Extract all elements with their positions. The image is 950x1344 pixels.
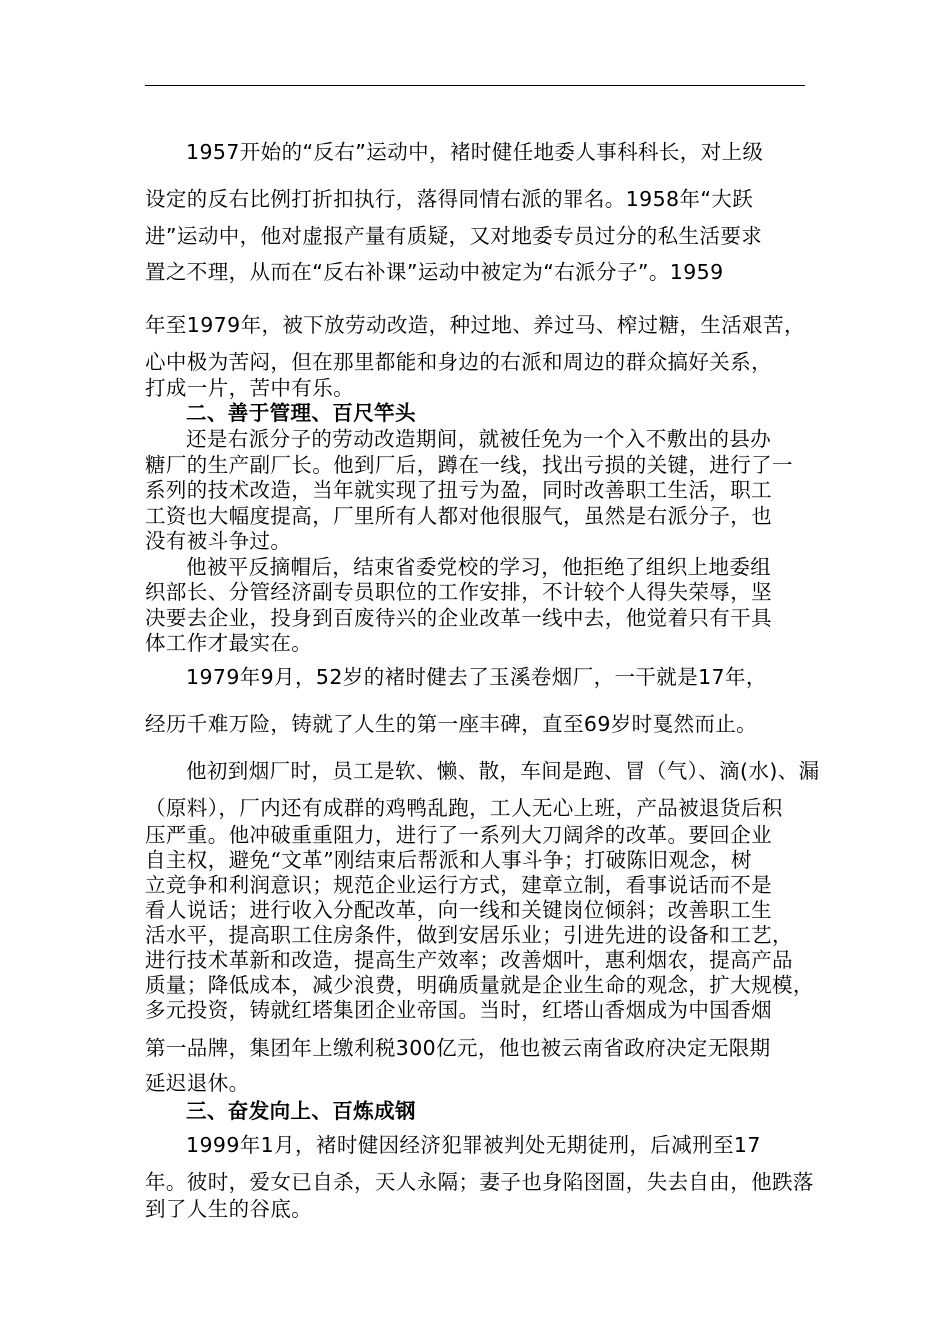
text-line: 立竞争和利润意识；规范企业运行方式，建章立制，看事说话而不是 — [145, 873, 772, 897]
text-line: 置之不理，从而在“反右补课”运动中被定为“右派分子”。1959 — [145, 260, 724, 284]
text-line: 进”运动中，他对虚报产量有质疑，又对地委专员过分的私生活要求 — [145, 224, 763, 248]
text-line: 质量；降低成本，减少浪费，明确质量就是企业生命的观念，扩大规模， — [145, 973, 814, 997]
text-line: 延迟退休。 — [145, 1071, 250, 1095]
text-line: 1999年1月，褚时健因经济犯罪被判处无期徒刑，后减刑至17 — [186, 1133, 761, 1157]
text-line: 第一品牌，集团年上缴利税300亿元，他也被云南省政府决定无限期 — [145, 1036, 771, 1060]
text-line: 系列的技术改造，当年就实现了扭亏为盈，同时改善职工生活，职工 — [145, 478, 772, 502]
text-line: 经历千难万险，铸就了人生的第一座丰碑，直至69岁时戛然而止。 — [145, 712, 758, 736]
text-line: 织部长、分管经济副专员职位的工作安排，不计较个人得失荣辱，坚 — [145, 580, 772, 604]
text-line: 到了人生的谷底。 — [145, 1197, 313, 1221]
text-line: 压严重。他冲破重重阻力，进行了一系列大刀阔斧的改革。要回企业 — [145, 823, 772, 847]
text-line: 自主权，避免“文革”刚结束后帮派和人事斗争；打破陈旧观念，树 — [145, 848, 752, 872]
section-heading: 三、奋发向上、百炼成钢 — [186, 1099, 416, 1123]
text-line: 还是右派分子的劳动改造期间，就被任免为一个入不敷出的县办 — [186, 427, 772, 451]
text-line: 糖厂的生产副厂长。他到厂后，蹲在一线，找出亏损的关键，进行了一 — [145, 453, 793, 477]
text-line: 看人说话；进行收入分配改革，向一线和关键岗位倾斜；改善职工生 — [145, 898, 772, 922]
section-heading: 二、善于管理、百尺竿头 — [186, 401, 416, 425]
text-line: 打成一片，苦中有乐。 — [145, 376, 354, 400]
text-line: 1957开始的“反右”运动中，褚时健任地委人事科科长，对上级 — [186, 140, 764, 164]
text-line: 1979年9月，52岁的褚时健去了玉溪卷烟厂，一干就是17年， — [186, 665, 767, 689]
text-line: 决要去企业，投身到百废待兴的企业改革一线中去，他觉着只有干具 — [145, 606, 772, 630]
text-line: 没有被斗争过。 — [145, 529, 292, 553]
text-line: 心中极为苦闷，但在那里都能和身边的右派和周边的群众搞好关系， — [145, 350, 772, 374]
text-line: 多元投资，铸就红塔集团企业帝国。当时，红塔山香烟成为中国香烟 — [145, 998, 772, 1022]
header-rule — [145, 85, 805, 86]
text-line: 活水平，提高职工住房条件，做到安居乐业；引进先进的设备和工艺， — [145, 923, 793, 947]
text-line: 工资也大幅度提高，厂里所有人都对他很服气，虽然是右派分子，也 — [145, 504, 772, 528]
text-line: 他初到烟厂时，员工是软、懒、散，车间是跑、冒（气）、滴(水)、漏 — [186, 759, 820, 783]
text-line: 进行技术革新和改造，提高生产效率；改善烟叶，惠利烟农，提高产品 — [145, 948, 793, 972]
text-line: （原料），厂内还有成群的鸡鸭乱跑，工人无心上班，产品被退货后积 — [145, 796, 783, 820]
text-line: 他被平反摘帽后，结束省委党校的学习，他拒绝了组织上地委组 — [186, 555, 772, 579]
text-line: 体工作才最实在。 — [145, 631, 313, 655]
text-line: 年至1979年，被下放劳动改造，种过地、养过马、榨过糖，生活艰苦， — [145, 313, 805, 337]
text-line: 年。彼时，爱女已自杀，天人永隔；妻子也身陷囹圄，失去自由，他跌落 — [145, 1170, 814, 1194]
text-line: 设定的反右比例打折扣执行，落得同情右派的罪名。1958年“大跃 — [145, 187, 754, 211]
